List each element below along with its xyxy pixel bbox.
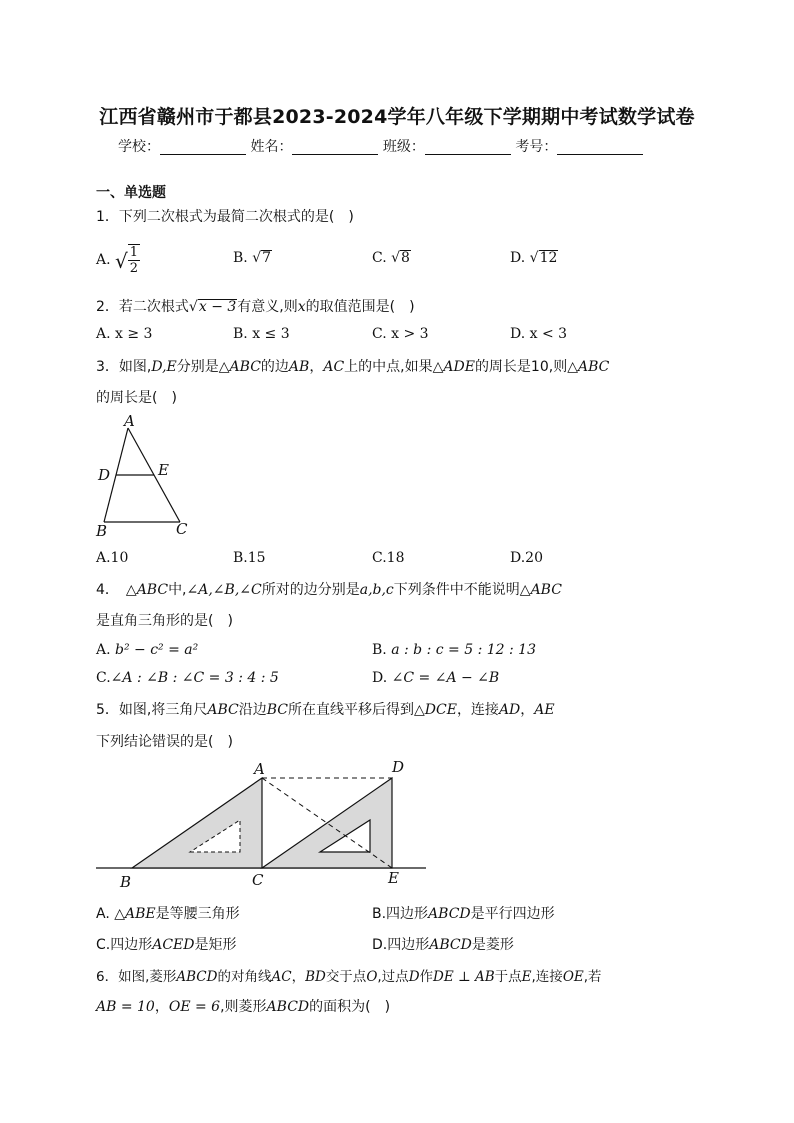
q5-line2-text: 下列结论错误的是( ) xyxy=(96,734,233,750)
q6-d: D xyxy=(408,969,420,985)
q5-stem-line1 xyxy=(96,699,555,719)
q3-label-d: D xyxy=(98,466,111,484)
q6-t7: ,连接 xyxy=(531,969,563,985)
q3-stem-line2 xyxy=(96,387,177,407)
q4-d-label: D. xyxy=(372,670,388,686)
q2-text-3: 的取值范围是( ) xyxy=(305,299,415,315)
q5-b-label: B.四边形 xyxy=(372,906,429,922)
q5-d-math: ABCD xyxy=(429,937,472,953)
q1-option-c[interactable] xyxy=(372,250,411,266)
q4-d-expr: ∠C = ∠A − ∠B xyxy=(391,670,500,686)
q3-label-a: A xyxy=(124,414,135,430)
q4-option-c[interactable] xyxy=(96,670,279,686)
q3-line2-text: 的周长是( ) xyxy=(96,390,177,406)
q5-b-math: ABCD xyxy=(428,906,471,922)
exam-no-label: 考号： xyxy=(515,139,558,155)
q1-d-radicand: 12 xyxy=(539,250,558,266)
q5-label-c: C xyxy=(252,871,264,889)
q1-a-denominator: 2 xyxy=(129,261,139,276)
q3-comma: ， xyxy=(309,359,324,375)
q2-var: x xyxy=(297,299,306,315)
q3-t1: 3．如图, xyxy=(96,359,152,375)
q1-c-label: C. xyxy=(372,250,387,266)
q6-perp: DE ⊥ AB xyxy=(433,969,495,985)
q5-option-d[interactable] xyxy=(372,934,514,954)
q3-de: D,E xyxy=(151,359,177,375)
name-label: 姓名： xyxy=(250,139,293,155)
q6-t6: 于点 xyxy=(494,969,522,985)
q6-bd: BD xyxy=(305,969,326,985)
q5-label-d: D xyxy=(392,758,405,776)
q5-c-text: 是矩形 xyxy=(194,937,237,953)
q5-abc: ABC xyxy=(207,702,239,718)
q4-b-expr: a : b : c = 5 : 12 : 13 xyxy=(391,642,536,658)
school-label: 学校： xyxy=(118,139,160,155)
q1-a-numerator: 1 xyxy=(129,245,139,260)
q3-abc2: ABC xyxy=(577,359,610,375)
q4-line2-text: 是直角三角形的是( ) xyxy=(96,613,233,629)
q4-t2: 中, xyxy=(168,582,187,598)
q4-t4: 下列条件中不能说明△ xyxy=(393,582,531,598)
radical-icon: √ xyxy=(188,299,198,315)
q5-c-label: C.四边形 xyxy=(96,937,153,953)
q5-label-e: E xyxy=(388,869,399,887)
q4-abc: ABC xyxy=(136,582,169,598)
exam-title: 江西省赣州市于都县2023-2024学年八年级下学期期中考试数学试卷 xyxy=(99,106,695,128)
q1-a-fraction xyxy=(128,244,140,276)
q4-t3: 所对的边分别是 xyxy=(261,582,360,598)
q6-o: O xyxy=(366,969,378,985)
q5-t1: 5．如图,将三角尺 xyxy=(96,702,208,718)
q1-option-a[interactable] xyxy=(96,244,140,276)
q6-abcd2: ABCD xyxy=(266,999,310,1015)
q5-dce: DCE xyxy=(424,702,457,718)
q3-label-e: E xyxy=(158,461,169,479)
q5-triangle-abc xyxy=(132,778,262,868)
q2-option-b[interactable]: B. x ≤ 3 xyxy=(233,326,290,342)
radical-icon: √ xyxy=(252,250,262,266)
q1-b-label: B. xyxy=(233,250,248,266)
q3-ac: AC xyxy=(323,359,345,375)
q4-c-label: C. xyxy=(96,670,111,686)
q4-b-label: B. xyxy=(372,642,387,658)
q5-triangle-dce xyxy=(262,778,392,868)
q4-angles: ∠A,∠B,∠C xyxy=(186,582,262,598)
q6-t10: 的面积为( ) xyxy=(309,999,391,1015)
q2-text-2: 有意义,则 xyxy=(237,299,298,315)
q6-ab-eq: AB = 10 xyxy=(96,999,155,1015)
q6-comma: ， xyxy=(291,969,306,985)
q5-t2: 沿边 xyxy=(238,702,267,718)
class-label: 班级： xyxy=(382,139,425,155)
q6-stem-line1 xyxy=(96,965,602,985)
q6-t8: ,若 xyxy=(583,969,602,985)
q5-t4: ，连接 xyxy=(456,702,499,718)
q4-abc2: ABC xyxy=(530,582,562,598)
q5-option-c[interactable] xyxy=(96,934,237,954)
q5-label-a: A xyxy=(254,760,265,778)
q3-t4: 上的中点,如果△ xyxy=(344,359,444,375)
q5-b-text: 是平行四边形 xyxy=(470,906,555,922)
q4-sides: a,b,c xyxy=(359,582,394,598)
q5-figure xyxy=(94,756,434,892)
q3-option-c[interactable]: C.18 xyxy=(372,550,405,566)
q6-t9: ,则菱形 xyxy=(220,999,267,1015)
q3-option-b[interactable]: B.15 xyxy=(233,550,266,566)
q4-option-d[interactable] xyxy=(372,670,499,686)
q2-option-d[interactable]: D. x < 3 xyxy=(510,326,568,342)
q6-e: E xyxy=(521,969,532,985)
q2-stem xyxy=(96,296,415,316)
q6-ac: AC xyxy=(271,969,292,985)
q3-label-c: C xyxy=(176,520,188,538)
q4-stem-line1 xyxy=(96,579,562,599)
q6-t1: 6．如图,菱形 xyxy=(96,969,177,985)
q1-c-radicand: 8 xyxy=(401,250,410,266)
student-info-line xyxy=(118,136,643,156)
q3-figure xyxy=(90,414,200,542)
q6-oe: OE xyxy=(562,969,584,985)
q5-c-math: ACED xyxy=(152,937,195,953)
q5-stem-line2 xyxy=(96,731,233,751)
q5-ae: AE xyxy=(534,702,555,718)
q5-ad: AD xyxy=(498,702,521,718)
q6-t2: 的对角线 xyxy=(217,969,272,985)
q2-radicand: x − 3 xyxy=(198,299,237,315)
class-blank[interactable] xyxy=(425,140,511,155)
q5-d-text: 是菱形 xyxy=(471,937,514,953)
q2-option-c[interactable]: C. x > 3 xyxy=(372,326,429,342)
q4-option-b[interactable] xyxy=(372,642,536,658)
q5-option-a[interactable] xyxy=(96,903,240,923)
q6-t4: ,过点 xyxy=(377,969,409,985)
q5-option-b[interactable] xyxy=(372,903,555,923)
q1-option-b[interactable] xyxy=(233,250,272,266)
q5-bc: BC xyxy=(266,702,288,718)
q4-c-expr: ∠A : ∠B : ∠C = 3 : 4 : 5 xyxy=(110,670,279,686)
q3-abc: ABC xyxy=(229,359,261,375)
q3-option-d[interactable]: D.20 xyxy=(510,550,543,566)
school-blank[interactable] xyxy=(160,140,246,155)
q1-a-label: A. xyxy=(96,252,111,268)
q5-label-b: B xyxy=(120,873,132,891)
name-blank[interactable] xyxy=(292,140,378,155)
q4-a-expr: b² − c² = a² xyxy=(115,642,199,658)
q1-b-radicand: 7 xyxy=(262,250,272,266)
q5-a-math: ABE xyxy=(125,906,156,922)
q6-t3: 交于点 xyxy=(325,969,367,985)
q3-stem-line1 xyxy=(96,356,609,376)
q3-t3: 的边 xyxy=(260,359,289,375)
q6-oe-eq: OE = 6 xyxy=(168,999,221,1015)
radical-icon: √ xyxy=(391,250,401,266)
q3-ade: ADE xyxy=(443,359,475,375)
radical-icon: √ xyxy=(529,250,539,266)
q4-a-label: A. xyxy=(96,642,111,658)
q6-t5: 作 xyxy=(419,969,434,985)
q5-a-text: 是等腰三角形 xyxy=(155,906,240,922)
q6-abcd: ABCD xyxy=(176,969,218,985)
q2-text-1: 2．若二次根式 xyxy=(96,299,189,315)
q4-option-a[interactable] xyxy=(96,642,198,658)
q3-label-b: B xyxy=(96,522,108,540)
q5-a-label: A. △ xyxy=(96,906,125,922)
q1-option-d[interactable] xyxy=(510,250,558,266)
q1-stem-text: 1．下列二次根式为最简二次根式的是( ) xyxy=(96,209,354,225)
radical-icon: √ xyxy=(115,249,128,273)
q6-stem-line2 xyxy=(96,996,390,1016)
q1-d-label: D. xyxy=(510,250,526,266)
q1-stem xyxy=(96,206,354,226)
q5-comma: ， xyxy=(520,702,535,718)
q4-stem-line2 xyxy=(96,610,233,630)
q3-ab: AB xyxy=(288,359,310,375)
exam-no-blank[interactable] xyxy=(557,140,643,155)
q5-t3: 所在直线平移后得到△ xyxy=(288,702,425,718)
q6-comma2: ， xyxy=(154,999,169,1015)
q4-t1: 4． △ xyxy=(96,582,137,598)
q3-option-a[interactable]: A.10 xyxy=(96,550,129,566)
q3-t5: 的周长是10,则△ xyxy=(474,359,578,375)
q2-option-a[interactable]: A. x ≥ 3 xyxy=(96,326,153,342)
section-heading: 一、单选题 xyxy=(96,185,166,201)
q3-t2: 分别是△ xyxy=(176,359,230,375)
q5-d-label: D.四边形 xyxy=(372,937,430,953)
